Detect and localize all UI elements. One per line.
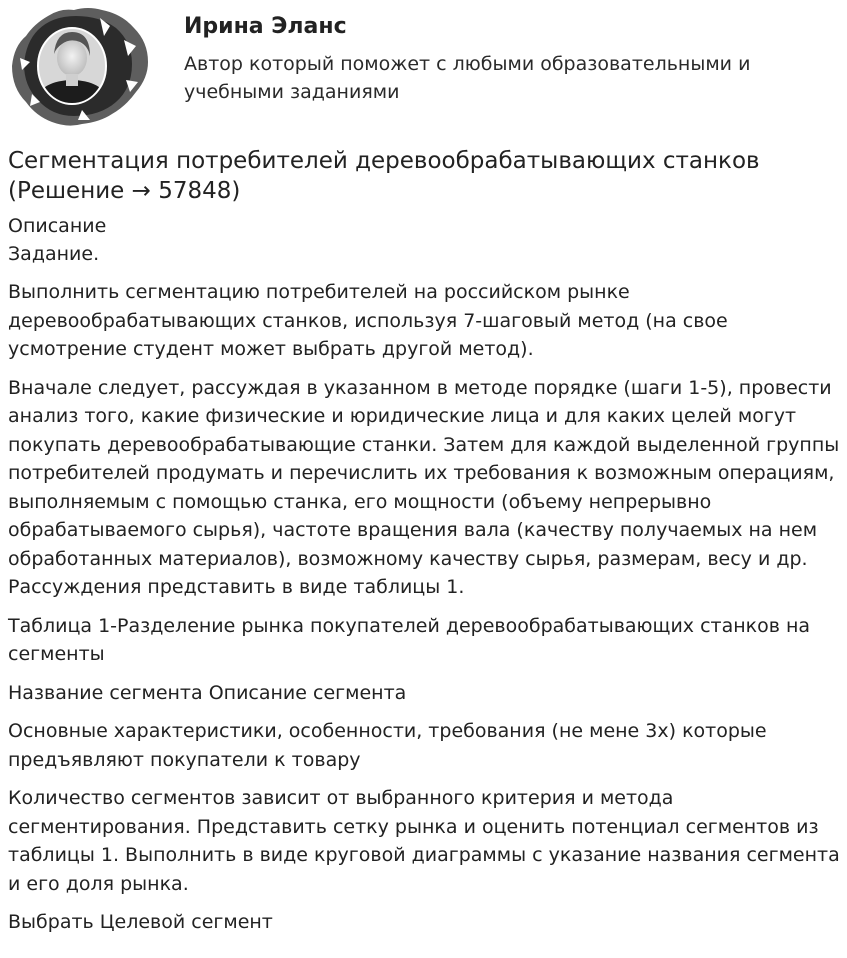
paragraph-intro: Выполнить сегментацию потребителей на российском рынке деревообрабатывающих станков, используя 7-шаговый метод (на свое усмотрение студент может выбрать другой метод). [8,281,728,360]
paragraph-target: Выбрать Целевой сегмент [8,911,273,933]
author-name[interactable]: Ирина Эланс [184,14,347,39]
author-avatar[interactable] [8,6,154,128]
paragraph-characteristics: Основные характеристики, особенности, требования (не мене 3х) которые предъявляют покупатели к товару [8,720,767,771]
author-description: Автор который поможет с любыми образовательными и учебными заданиями [184,53,751,103]
description-label: Описание [8,215,107,237]
paragraph-segments: Количество сегментов зависит от выбранного критерия и метода сегментирования. Представить сетку рынка и оценить потенциал сегментов из таблицы 1. Выполнить в виде круговой диаграммы с указание названия сегмента и его доля рынка. [8,787,840,895]
avatar-image [8,6,154,128]
paragraph-analysis: Вначале следует, рассуждая в указанном в методе порядке (шаги 1-5), провести анализ того, какие физические и юридические лица и для каких целей могут покупать деревообрабатывающие станки. Затем для каждой выделенной группы потребителей продумать и перечислить их требования к возможным операциям, выполняемым с помощью станка, его мощности (объему непрерывно обрабатываемого сырья), частоте вращения вала (качеству получаемых на нем обработанных материалов), возможному качеству сырья, размерам, весу и др. Рассуждения представить в виде таблицы 1. [8,376,840,598]
paragraph-table-header: Название сегмента Описание сегмента [8,681,407,704]
page-title: Сегментация потребителей деревообрабатывающих станков (Решение → 57848) [8,148,760,204]
author-info [184,14,824,106]
author-card [8,6,838,128]
document-content [8,146,842,937]
task-label: Задание. [8,243,100,265]
paragraph-table-caption: Таблица 1-Разделение рынка покупателей деревообрабатывающих станков на сегменты [8,614,811,665]
